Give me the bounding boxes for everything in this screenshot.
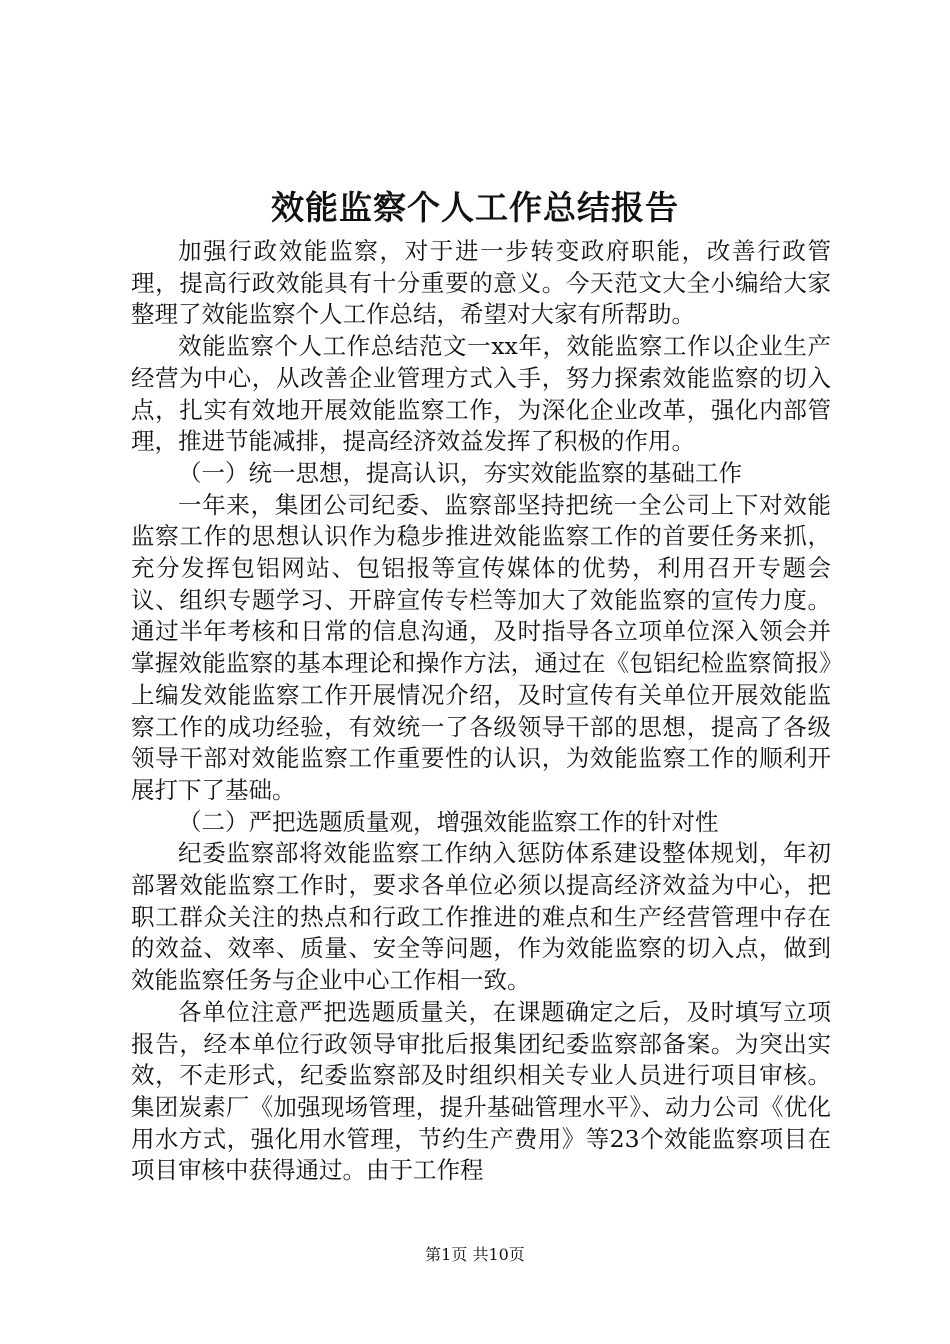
- paragraph-section-2b: 各单位注意严把选题质量关，在课题确定之后，及时填写立项报告，经本单位行政领导审批后报集团纪委监察部备案。为突出实效，不走形式，纪委监察部及时组织相关专业人员进行项目审核。集团炭素厂《加强现场管理，提升基础管理水平》、动力公司《优化用水方式，强化用水管理，节约生产费用》等23个效能监察项目在项目审核中获得通过。由于工作程: [131, 997, 831, 1185]
- paragraph-sample-one: 效能监察个人工作总结范文一xx年，效能监察工作以企业生产经营为中心，从改善企业管理方式入手，努力探索效能监察的切入点，扎实有效地开展效能监察工作，为深化企业改革，强化内部管理，推进节能减排，提高经济效益发挥了积极的作用。: [131, 332, 831, 456]
- paragraph-intro: 加强行政效能监察，对于进一步转变政府职能，改善行政管理，提高行政效能具有十分重要的意义。今天范文大全小编给大家整理了效能监察个人工作总结，希望对大家有所帮助。: [131, 237, 831, 329]
- document-title: 效能监察个人工作总结报告: [271, 188, 679, 227]
- section-heading-1: （一）统一思想，提高认识，夯实效能监察的基础工作: [178, 458, 742, 487]
- document-body: [131, 236, 831, 1187]
- paragraph-section-2a: 纪委监察部将效能监察工作纳入惩防体系建设整体规划，年初部署效能监察工作时，要求各单位必须以提高经济效益为中心，把职工群众关注的热点和行政工作推进的难点和生产经营管理中存在的效益、效率、质量、安全等问题，作为效能监察的切入点，做到效能监察任务与企业中心工作相一致。: [131, 839, 831, 995]
- page-number-footer: 第1页 共10页: [425, 1245, 525, 1264]
- paragraph-section-1: 一年来，集团公司纪委、监察部坚持把统一全公司上下对效能监察工作的思想认识作为稳步推进效能监察工作的首要任务来抓，充分发挥包铝网站、包铝报等宣传媒体的优势，利用召开专题会议、组织专题学习、开辟宣传专栏等加大了效能监察的宣传力度。通过半年考核和日常的信息沟通，及时指导各立项单位深入领会并掌握效能监察的基本理论和操作方法，通过在《包铝纪检监察简报》上编发效能监察工作开展情况介绍，及时宣传有关单位开展效能监察工作的成功经验，有效统一了各级领导干部的思想，提高了各级领导干部对效能监察工作重要性的认识，为效能监察工作的顺利开展打下了基础。: [131, 490, 831, 804]
- section-heading-2: （二）严把选题质量观，增强效能监察工作的针对性: [178, 807, 719, 836]
